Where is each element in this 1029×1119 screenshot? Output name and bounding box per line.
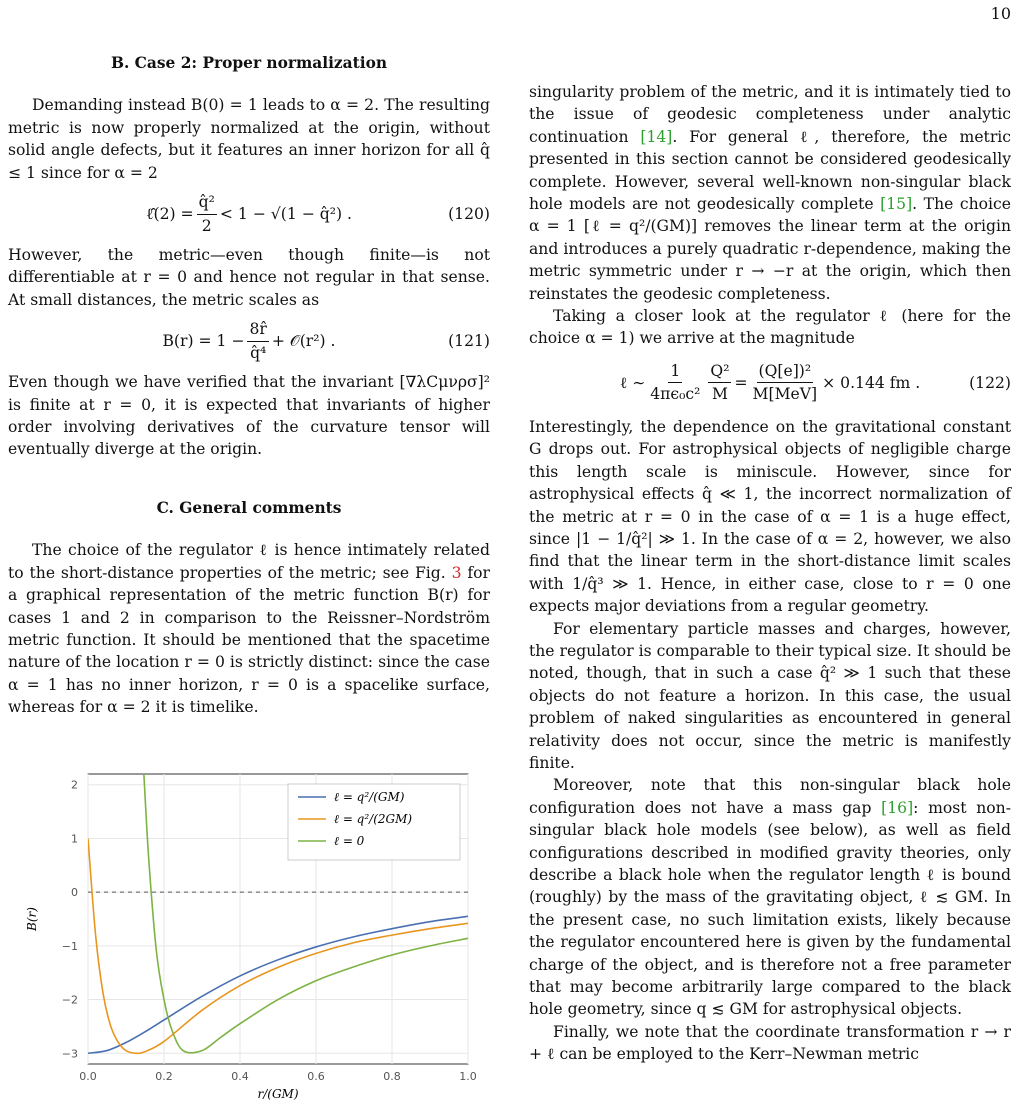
x-tick-label: 0.4 bbox=[231, 1070, 249, 1083]
section-c-paragraph-1 bbox=[8, 539, 490, 718]
eq121-rhs: + 𝒪(r²) . bbox=[271, 332, 336, 351]
right-paragraph-6: Finally, we note that the coordinate transformation r → r + ℓ can be employed to the Kerr–Newman metric bbox=[529, 1022, 1011, 1064]
section-b-paragraph-2: However, the metric—even though finite—is not differentiable at r = 0 and hence not regular in that sense. At small distances, the metric scales as bbox=[8, 246, 490, 309]
citation-16-link[interactable]: [16] bbox=[881, 798, 914, 817]
right-p5-a: Moreover, note that this non-singular black hole configuration does not have a mass gap bbox=[529, 776, 1011, 817]
right-column bbox=[529, 81, 1011, 1066]
eq122-f1-denominator: 4πϵ₀c² bbox=[650, 385, 701, 404]
equation-121 bbox=[8, 317, 490, 365]
metric-function-plot bbox=[8, 762, 490, 1112]
section-c-text-b: for a graphical representation of the metric function B(r) for cases 1 and 2 in comparison to the Reissner–Nordström metric function. It should be mentioned that the spacetime nature of the location r = 0 is strictly distinct: since the case α = 1 has no inner horizon, r = 0 is a spacelike surface, whereas for α = 2 it is timelike. bbox=[8, 563, 491, 717]
eq122-lhs: ℓ ∼ bbox=[619, 373, 646, 392]
eq121-fraction bbox=[247, 318, 268, 364]
eq121-numerator: 8r̂ bbox=[247, 318, 268, 341]
y-tick-label: −2 bbox=[61, 993, 78, 1007]
page-number: 10 bbox=[990, 4, 1011, 23]
eq122-fraction-2 bbox=[708, 360, 731, 406]
right-paragraph-2: Taking a closer look at the regulator ℓ (here for the choice α = 1) we arrive at the magnitude bbox=[529, 307, 1011, 348]
x-tick-label: 0.2 bbox=[155, 1070, 173, 1083]
right-p1-b: . For general ℓ, therefore, the metric presented in this section cannot be considered geodesically complete. However, several well-known non-singular black hole models are not geodesically complete bbox=[529, 127, 1011, 214]
eq120-lhs: ℓ̂(2) = bbox=[146, 204, 194, 223]
eq122-f2-numerator: Q² bbox=[708, 360, 731, 383]
x-tick-label: 0.8 bbox=[383, 1070, 401, 1083]
x-tick-label: 0.0 bbox=[79, 1070, 97, 1083]
legend-entry: ℓ = q²/(2GM) bbox=[334, 812, 413, 826]
eq122-f3-denominator: M[MeV] bbox=[752, 385, 818, 404]
plot-legend bbox=[288, 784, 460, 860]
eq122-f2-denominator: M bbox=[711, 385, 728, 404]
eq120-fraction bbox=[197, 191, 217, 237]
section-b-paragraph-1: Demanding instead B(0) = 1 leads to α = 2. The resulting metric is now properly normalized at the origin, without solid angle defects, but it features an inner horizon for all q̂ ≤ 1 since for α = 2 bbox=[8, 96, 490, 182]
series-line-1 bbox=[88, 916, 468, 1053]
section-c-heading: C. General comments bbox=[156, 498, 342, 517]
eq120-tag: (120) bbox=[448, 204, 490, 223]
y-tick-label: −3 bbox=[61, 1047, 78, 1061]
section-b-paragraph-3: Even though we have verified that the invariant [∇λCμνρσ]² is finite at r = 0, it is expected that invariants of higher order involving derivatives of the curvature tensor will eventually diverge at the origin. bbox=[8, 373, 490, 459]
eq121-tag: (121) bbox=[448, 332, 490, 351]
eq120-numerator: q̂² bbox=[197, 191, 217, 214]
y-tick-label: −1 bbox=[61, 939, 78, 953]
eq122-fraction-3 bbox=[751, 360, 820, 406]
legend-entry: ℓ = 0 bbox=[334, 834, 365, 848]
y-axis-label: B(r) bbox=[25, 907, 39, 931]
section-b-heading: B. Case 2: Proper normalization bbox=[110, 54, 388, 72]
right-paragraph-4: For elementary particle masses and charges, however, the regulator is comparable to their typical size. It should be noted, though, that in such a case q̂² ≫ 1 such that these objects do not feature a horizon. In this case, the usual problem of naked singularities as encountered in general relativity does not occur, since the metric is manifestly finite. bbox=[529, 619, 1011, 772]
right-p1-a: singularity problem of the metric, and it is intimately tied to the issue of geodesic completeness under analytic continuation bbox=[529, 83, 1011, 146]
eq122-equals: = bbox=[734, 373, 748, 392]
eq122-f3-numerator: (Q[e])² bbox=[757, 360, 814, 383]
x-tick-label: 0.6 bbox=[307, 1070, 325, 1083]
right-paragraph-1 bbox=[529, 81, 1011, 305]
left-column bbox=[8, 52, 490, 719]
y-tick-label: 1 bbox=[71, 832, 78, 846]
eq121-lhs: B(r) = 1 − bbox=[162, 332, 245, 351]
equation-120 bbox=[8, 190, 490, 238]
eq122-tag: (122) bbox=[969, 373, 1011, 392]
x-axis-label: r/(GM) bbox=[257, 1087, 299, 1101]
right-paragraph-3: Interestingly, the dependence on the gravitational constant G drops out. For astrophysical objects of negligible charge this length scale is miniscule. However, since for astrophysical effects q̂ ≪ 1, the incorrect normalization of the metric at r = 0 in the case of α = 1 is a huge effect, since |1 − 1/q̂²| ≫ 1. In the case of α = 2, however, we also find that the linear term in the short-distance limit scales with 1/q̂³ ≫ 1. Hence, in either case, close to r = 0 one expects major deviations from a regular geometry. bbox=[529, 417, 1011, 616]
citation-14-link[interactable]: [14] bbox=[640, 127, 673, 146]
eq122-fraction-1 bbox=[648, 360, 702, 406]
section-c-text-a: The choice of the regulator ℓ is hence intimately related to the short-distance properties of the metric; see Fig. bbox=[8, 541, 490, 582]
right-p5-b: : most non-singular black hole models (see below), as well as field configurations described in modified gravity theories, only describe a black hole when the regulator length ℓ is bound (roughly) by the mass of the gravitating object, ℓ ≲ GM. In the present case, no such limitation exists, likely because the regulator encountered here is given by the fundamental charge of the object, and is therefore not a free parameter that may become arbitrarily large compared to the black hole geometry, since q ≲ GM for astrophysical objects. bbox=[529, 798, 1011, 1019]
x-tick-label: 1.0 bbox=[459, 1070, 477, 1083]
eq121-denominator: q̂⁴ bbox=[250, 343, 267, 362]
right-p1-c: . The choice α = 1 [ℓ = q²/(GM)] removes the linear term at the origin and introduces a purely quadratic r-dependence, making the metric symmetric under r → −r at the origin, which then reinstates the geodesic completeness. bbox=[529, 195, 1011, 303]
right-paragraph-5 bbox=[529, 774, 1011, 1020]
equation-122 bbox=[529, 356, 1011, 410]
figure-reference-link[interactable]: 3 bbox=[451, 563, 462, 582]
legend-entry: ℓ = q²/(GM) bbox=[334, 790, 405, 804]
citation-15-link[interactable]: [15] bbox=[880, 195, 913, 214]
eq122-rhs: × 0.144 fm . bbox=[822, 373, 921, 392]
eq122-f1-numerator: 1 bbox=[668, 360, 682, 383]
y-tick-label: 2 bbox=[71, 778, 78, 792]
eq120-rhs: < 1 − √(1 − q̂²) . bbox=[219, 204, 352, 223]
eq120-denominator: 2 bbox=[201, 216, 212, 235]
y-tick-label: 0 bbox=[71, 886, 78, 900]
